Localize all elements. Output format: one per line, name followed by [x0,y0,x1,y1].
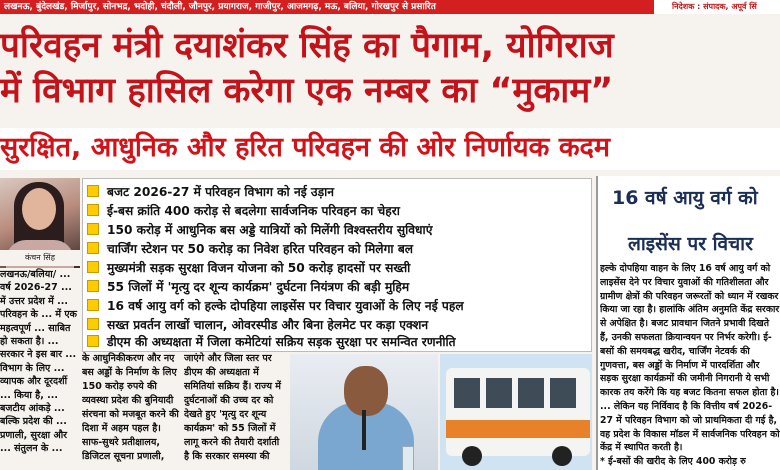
sidebar-text [600,262,780,470]
highlight-item: डीएम की अध्यक्षता में जिला कमेटियां सक्रिय सड़क सुरक्षा पर समन्वित रणनीति [87,333,456,351]
highlight-item: 55 जिलों में 'मृत्यु दर शून्य कार्यक्रम' दुर्घटना नियंत्रण की बड़ी मुहिम [87,278,409,296]
bus-wheel [462,446,482,466]
bus-window [454,378,480,408]
subheadline-bar [0,128,780,170]
electric-bus-photo [440,354,592,470]
highlight-item: 150 करोड़ में आधुनिक बस अड्डे यात्रियों को मिलेंगी विश्वस्तरीय सुविधाएं [87,221,432,239]
bullet-square-icon [87,185,99,197]
highlight-item: मुख्यमंत्री सड़क सुरक्षा विजन योजना को 50 करोड़ हादसों पर सख्ती [87,259,410,277]
minister-head [344,366,388,416]
minister-photo [290,354,438,470]
bus-window [518,378,544,408]
reporter-name: कंचन सिंह [0,250,80,266]
article-column-2: के आधुनिकीकरण और नए बस अड्डों के निर्माण के लिए 150 करोड़ रुपये की व्यवस्था प्रदेश की बुनियादी संरचना को मजबूत करने की दिशा में अहम पहल है। साफ-सुथरे प्रतीक्षालय, डिजिटल सूचना प्रणाली, [82,353,179,462]
highlight-item: 16 वर्ष आयु वर्ग को हल्के दोपहिया लाइसेंस पर विचार युवाओं के लिए नई पहल [87,297,464,315]
highlights-box [82,178,592,352]
bullet-square-icon [87,242,99,254]
editor-credit: निदेशक : संपादक, अपूर्व सिं [672,2,757,11]
highlight-item: चार्जिंग स्टेशन पर 50 करोड़ का निवेश हरित परिवहन को मिलेगा बल [87,240,413,258]
microphone-icon [362,410,366,450]
bullet-square-icon [87,299,99,311]
reporter-face [22,188,56,230]
highlight-item: सख्त प्रवर्तन लाखों चालान, ओवरस्पीड और बिना हेलमेट पर कड़ा एक्शन [87,316,428,334]
left-column-text: लखनऊ/बलिया/ ... वर्ष 2026-27 ... में उत्तर प्रदेश में ... परिवहन के ... में एक महत्वपूर्ण ... साबित हो सकता है। ... सरकार ने इस बार ... विभाग के लिए ... व्यापक और दूरदर्शी ... किया है, ... बजटीय आंकड़े ... बल्कि प्रदेश की ... प्रणाली, सुरक्षा और ... संतुलन के ... [0,269,77,455]
bullet-square-icon [87,223,99,235]
regions-banner: लखनऊ, बुंदेलखंड, मिर्जापुर, सोनभद्र, भदोही, चंदौली, जौनपुर, प्रयागराज, गाजीपुर, आजमगढ़, मऊ, बलिया, गोरखपुर से प्रसारित [0,0,654,14]
bullet-square-icon [87,204,99,216]
headline-line-1: परिवहन मंत्री दयाशंकर सिंह का पैगाम, योगिराज [0,26,614,66]
headline-line-2: में विभाग हासिल करेगा एक नम्बर का “मुकाम” [0,71,614,111]
sidebar-title-2: लाइसेंस पर विचार [628,233,753,255]
bullet-square-icon [87,280,99,292]
highlight-item: बजट 2026-27 में परिवहन विभाग को नई उड़ान [87,183,334,201]
sidebar-last-line: * ई-बसों की खरीद के लिए 400 करोड़ रु [600,456,746,468]
bus-window [550,378,576,408]
bullet-square-icon [87,335,99,347]
water-bottle [402,446,414,470]
bullet-square-icon [87,261,99,273]
sidebar-title-1: 16 वर्ष आयु वर्ग को [612,187,758,209]
article-column-3: जाएंगे और जिला स्तर पर डीएम की अध्यक्षता में समितियां सक्रिय हैं। राज्य में दुर्घटनाओं की उच्च दर को देखते हुए 'मृत्यु दर शून्य कार्यक्रम' को 55 जिलों में लागू करने की तैयारी दर्शाती है कि सरकार समस्या की [184,353,281,462]
bus-window [486,378,512,408]
top-strip [0,0,780,14]
highlight-item: ई-बस क्रांति 400 करोड़ से बदलेगा सार्वजनिक परिवहन का चेहरा [87,202,400,220]
sidebar-body: हल्के दोपहिया वाहन के लिए 16 वर्ष आयु वर्ग को लाइसेंस देने पर विचार युवाओं की गतिशीलता और ग्रामीण क्षेत्रों की परिवहन जरूरतों को ध्यान में रखकर किया जा रहा है। हालांकि अंतिम अनुमति केंद्र सरकार से अपेक्षित है। बजट प्रावधान जितने प्रभावी दिखते हैं, उनकी सफलता क्रियान्वयन पर निर्भर करेगी। ई-बसों की समयबद्ध खरीद, चार्जिंग नेटवर्क की गुणवत्ता, बस अड्डों के निर्माण में पारदर्शिता और सड़क सुरक्षा कार्यक्रमों की जमीनी निगरानी ये सभी कारक तय करेंगे कि यह बजट कितना सफल होता है। ... लेकिन यह निर्विवाद है कि वित्तीय वर्ष 2026-27 में परिवहन विभाग को जो प्राथमिकता दी गई है, वह प्रदेश के विकास मॉडल में सार्वजनिक परिवहन को केंद्र में स्थापित करती है। [600,263,780,454]
bus-wheel [552,446,572,466]
subheadline: सुरक्षित, आधुनिक और हरित परिवहन की ओर निर्णायक कदम [0,132,611,163]
bus-stripe [446,420,590,438]
bullet-square-icon [87,318,99,330]
